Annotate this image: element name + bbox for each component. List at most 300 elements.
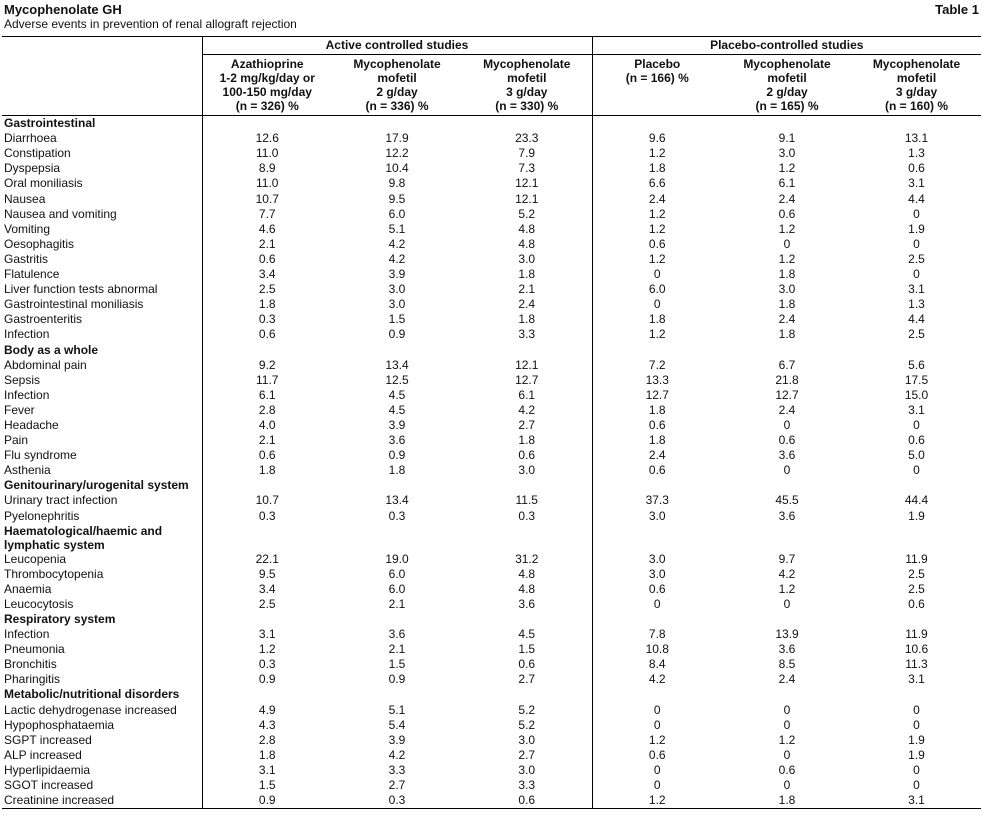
row-label: Diarrhoea	[4, 131, 57, 146]
value-cell: 2.1	[388, 642, 406, 657]
value-cell: 2.4	[778, 672, 796, 687]
table-row	[2, 358, 981, 373]
table-row	[2, 312, 981, 327]
column-header-line: (n = 330) %	[495, 99, 559, 114]
value-cell: 9.6	[592, 131, 722, 146]
value-cell: 4.0	[202, 418, 332, 433]
table-row	[2, 778, 981, 793]
value-cell: 0.6	[592, 463, 722, 478]
value-cell: 0	[913, 717, 920, 732]
value-cell: 4.2	[388, 251, 406, 266]
value-cell: 3.6	[388, 433, 406, 448]
value-cell: 1.2	[592, 222, 722, 237]
section-spacer-cell	[852, 687, 981, 702]
row-label: Leucopenia	[4, 551, 67, 566]
column-header-line: 3 g/day	[895, 85, 938, 100]
value-cell: 2.1	[202, 433, 332, 448]
value-cell: 0	[913, 762, 920, 777]
row-label: ALP increased	[4, 747, 82, 762]
row-label: SGOT increased	[4, 778, 94, 793]
column-header-line: 2 g/day	[766, 85, 808, 100]
section-spacer-cell	[332, 116, 462, 132]
value-cell: 1.8	[518, 433, 536, 448]
value-cell: 0.6	[202, 448, 332, 463]
value-cell: 0	[592, 703, 722, 718]
value-cell: 0.6	[592, 418, 722, 433]
value-cell: 5.2	[518, 702, 536, 717]
value-cell: 1.8	[592, 403, 722, 418]
section-spacer-cell	[332, 478, 462, 493]
value-cell: 3.6	[778, 448, 796, 463]
value-cell: 13.3	[592, 373, 722, 388]
value-cell: 2.4	[778, 191, 796, 206]
value-cell: 1.2	[592, 793, 722, 809]
value-cell: 0	[592, 778, 722, 793]
value-cell: 9.5	[388, 191, 406, 206]
section-spacer-cell	[722, 478, 852, 493]
value-cell: 3.0	[518, 463, 536, 478]
value-cell: 4.2	[778, 566, 796, 581]
value-cell: 10.4	[385, 161, 409, 176]
section-heading: Respiratory system	[4, 612, 116, 626]
value-cell: 6.7	[778, 357, 796, 372]
value-cell: 0.9	[388, 327, 406, 342]
column-header-line: (n = 165) %	[755, 99, 819, 114]
value-cell: 2.5	[202, 282, 332, 297]
document-title: Mycophenolate GH	[4, 2, 122, 17]
table-row	[2, 448, 981, 463]
value-cell: 1.9	[908, 747, 925, 762]
row-label: Nausea	[4, 191, 46, 206]
value-cell: 7.7	[202, 207, 332, 222]
section-spacer-cell	[202, 116, 332, 132]
value-cell: 4.6	[202, 222, 332, 237]
value-cell: 4.5	[518, 627, 536, 642]
value-cell: 0	[783, 747, 791, 762]
value-cell: 3.6	[778, 508, 796, 523]
value-cell: 12.1	[515, 176, 539, 191]
section-spacer-cell	[202, 612, 332, 627]
value-cell: 2.4	[592, 192, 722, 207]
value-cell: 0.3	[202, 509, 332, 524]
column-header-line: Azathioprine	[230, 57, 304, 72]
value-cell: 4.2	[518, 402, 536, 417]
value-cell: 1.8	[722, 793, 852, 809]
section-spacer-cell	[592, 478, 722, 493]
value-cell: 13.4	[385, 493, 409, 508]
value-cell: 2.1	[202, 237, 332, 252]
empty-corner-cell	[2, 37, 202, 55]
value-cell: 10.6	[904, 642, 929, 657]
value-cell: 2.4	[518, 297, 536, 312]
column-header-line: Placebo	[634, 57, 681, 72]
value-cell: 11.0	[202, 176, 332, 191]
column-header	[592, 55, 722, 116]
column-header-line: mofetil	[767, 71, 807, 86]
value-cell: 2.5	[202, 597, 332, 612]
row-label: Flu syndrome	[4, 448, 77, 463]
table-row	[2, 567, 981, 582]
row-label: Constipation	[4, 146, 71, 161]
value-cell: 3.3	[518, 327, 536, 342]
value-cell: 1.5	[518, 642, 536, 657]
row-label: Hyperlipidaemia	[4, 762, 91, 777]
value-cell: 3.1	[908, 402, 925, 417]
value-cell: 12.2	[385, 146, 409, 161]
value-cell: 4.2	[388, 747, 406, 762]
value-cell: 11.0	[202, 146, 332, 161]
section-spacer-cell	[722, 687, 852, 702]
column-header-line: (n = 336) %	[365, 99, 429, 114]
value-cell: 2.7	[388, 778, 406, 793]
table-row	[2, 793, 981, 809]
value-cell: 0.6	[778, 206, 796, 221]
value-cell: 0	[592, 597, 722, 612]
value-cell: 1.5	[388, 657, 406, 672]
column-header-line: 100-150 mg/day	[222, 85, 312, 100]
value-cell: 1.2	[592, 252, 722, 267]
section-spacer-cell	[202, 478, 332, 493]
value-cell: 5.2	[518, 717, 536, 732]
table-row	[2, 657, 981, 672]
value-cell: 7.9	[518, 146, 536, 161]
row-label: Headache	[4, 417, 59, 432]
column-header-line: (n = 326) %	[235, 99, 299, 114]
table-row	[2, 176, 981, 191]
table-row	[2, 763, 981, 778]
value-cell: 0.3	[518, 508, 536, 523]
section-row	[2, 612, 981, 627]
value-cell: 6.0	[388, 581, 406, 596]
value-cell: 1.9	[908, 508, 925, 523]
value-cell: 2.1	[518, 282, 536, 297]
table-row	[2, 718, 981, 733]
value-cell: 0	[592, 297, 722, 312]
section-heading: Genitourinary/urogenital system	[4, 478, 189, 493]
value-cell: 1.8	[202, 463, 332, 478]
row-label: Thrombocytopenia	[4, 566, 104, 581]
value-cell: 8.4	[592, 657, 722, 672]
value-cell: 3.0	[518, 762, 536, 777]
value-cell: 0.6	[518, 657, 536, 672]
empty-label-header	[2, 55, 202, 116]
table-row	[2, 237, 981, 252]
value-cell: 12.1	[515, 191, 539, 206]
section-spacer-cell	[462, 612, 592, 627]
table-row	[2, 403, 981, 418]
value-cell: 0.6	[202, 252, 332, 267]
value-cell: 3.1	[202, 763, 332, 778]
column-header-line: (n = 166) %	[625, 71, 689, 86]
row-label: Fever	[4, 402, 35, 417]
section-spacer-cell	[202, 687, 332, 702]
table-number-label: Table 1	[935, 2, 979, 17]
value-cell: 3.0	[592, 567, 722, 582]
value-cell: 21.8	[775, 372, 799, 387]
value-cell: 1.5	[202, 778, 332, 793]
row-label: Anaemia	[4, 581, 52, 596]
value-cell: 1.8	[778, 267, 796, 282]
value-cell: 1.8	[202, 748, 332, 763]
value-cell: 1.2	[778, 161, 796, 176]
row-label: Gastritis	[4, 251, 49, 266]
value-cell: 1.8	[518, 312, 536, 327]
row-label: SGPT increased	[4, 732, 92, 747]
column-header-line: mofetil	[377, 71, 417, 86]
value-cell: 3.0	[518, 732, 536, 747]
value-cell: 2.4	[778, 402, 796, 417]
column-header-line: mofetil	[507, 71, 547, 86]
value-cell: 4.4	[908, 191, 925, 206]
table-row	[2, 192, 981, 207]
value-cell: 1.2	[592, 327, 722, 342]
value-cell: 0	[592, 267, 722, 282]
section-spacer-cell	[852, 343, 981, 358]
table-row	[2, 252, 981, 267]
value-cell: 0.3	[332, 793, 462, 809]
value-cell: 0.6	[592, 582, 722, 597]
value-cell: 0	[913, 236, 920, 251]
row-label: Oesophagitis	[4, 236, 75, 251]
value-cell: 3.9	[388, 267, 406, 282]
value-cell: 6.6	[592, 176, 722, 191]
value-cell: 8.5	[778, 657, 796, 672]
value-cell: 4.2	[592, 672, 722, 687]
column-header-line: mofetil	[896, 71, 937, 86]
row-label: Creatinine increased	[2, 793, 202, 809]
value-cell: 9.8	[388, 176, 406, 191]
row-label: Pneumonia	[4, 642, 65, 657]
value-cell: 4.5	[388, 402, 406, 417]
value-cell: 3.3	[518, 778, 536, 793]
value-cell: 3.1	[908, 282, 925, 297]
value-cell: 12.7	[515, 372, 539, 387]
column-header	[462, 55, 592, 116]
value-cell: 3.6	[518, 596, 536, 611]
value-cell: 10.8	[592, 642, 722, 657]
section-spacer-cell	[722, 612, 852, 627]
value-cell: 0	[592, 718, 722, 733]
table-row	[2, 748, 981, 763]
value-cell: 1.9	[908, 732, 925, 747]
column-header	[332, 55, 462, 116]
value-cell: 3.0	[778, 282, 796, 297]
value-cell: 19.0	[385, 551, 409, 566]
value-cell: 0.6	[778, 433, 796, 448]
row-label: Pharingitis	[4, 672, 61, 687]
value-cell: 1.3	[908, 297, 925, 312]
value-cell: 1.8	[592, 161, 722, 176]
value-cell: 1.3	[908, 146, 925, 161]
section-spacer-cell	[332, 343, 462, 358]
value-cell: 6.1	[202, 388, 332, 403]
value-cell: 0	[783, 463, 791, 478]
value-cell: 22.1	[202, 552, 332, 567]
value-cell: 5.1	[388, 702, 406, 717]
group-header-row	[2, 37, 981, 55]
table-row	[2, 463, 981, 478]
value-cell: 6.1	[778, 176, 796, 191]
value-cell: 0	[913, 463, 920, 478]
value-cell: 1.8	[592, 433, 722, 448]
row-label: Sepsis	[4, 372, 41, 387]
value-cell: 0.3	[388, 508, 406, 523]
value-cell: 23.3	[515, 131, 539, 146]
table-body	[2, 116, 981, 809]
section-heading: Metabolic/nutritional disorders	[4, 687, 180, 702]
value-cell: 2.7	[518, 672, 536, 687]
section-spacer-cell	[592, 687, 722, 702]
section-spacer-cell	[852, 478, 981, 493]
row-label: Vomiting	[4, 221, 51, 236]
section-spacer-cell	[852, 612, 981, 627]
value-cell: 1.8	[778, 327, 796, 342]
table-row	[2, 207, 981, 222]
value-cell: 1.8	[518, 267, 536, 282]
value-cell: 1.8	[202, 297, 332, 312]
value-cell: 5.2	[518, 206, 536, 221]
value-cell: 13.9	[775, 627, 799, 642]
value-cell: 1.2	[778, 732, 796, 747]
value-cell: 0	[913, 206, 920, 221]
column-header	[722, 55, 852, 116]
value-cell: 11.5	[515, 493, 538, 508]
table-row	[2, 388, 981, 403]
column-header-line: Mycophenolate	[353, 57, 441, 72]
value-cell: 0.3	[202, 312, 332, 327]
value-cell: 3.4	[202, 582, 332, 597]
value-cell: 2.4	[778, 312, 796, 327]
value-cell: 3.4	[202, 267, 332, 282]
column-header	[852, 55, 981, 116]
value-cell: 9.2	[202, 358, 332, 373]
value-cell: 0	[783, 596, 791, 611]
value-cell: 10.7	[202, 192, 332, 207]
section-spacer-cell	[722, 116, 852, 132]
table-row	[2, 672, 981, 687]
value-cell: 0	[913, 702, 920, 717]
value-cell: 4.3	[202, 718, 332, 733]
value-cell: 0.9	[202, 672, 332, 687]
table-row	[2, 552, 981, 567]
value-cell: 5.6	[908, 357, 925, 372]
value-cell: 0	[783, 717, 791, 732]
section-heading: Gastrointestinal	[4, 116, 96, 131]
section-spacer-cell	[462, 343, 592, 358]
section-spacer-cell	[722, 524, 852, 552]
value-cell: 1.2	[592, 207, 722, 222]
row-label: Liver function tests abnormal	[4, 282, 158, 297]
column-header-line: (n = 160) %	[884, 99, 949, 114]
table-row	[2, 327, 981, 342]
row-label: Infection	[4, 327, 50, 342]
section-spacer-cell	[332, 687, 462, 702]
row-label: Gastrointestinal moniliasis	[4, 297, 144, 312]
table-row	[2, 161, 981, 176]
value-cell: 0.9	[202, 793, 332, 809]
section-row	[2, 478, 981, 493]
value-cell: 1.5	[388, 312, 406, 327]
value-cell: 4.8	[518, 581, 536, 596]
value-cell: 1.9	[908, 221, 925, 236]
value-cell: 2.5	[908, 566, 925, 581]
row-label: Pyelonephritis	[4, 508, 80, 523]
value-cell: 0.6	[592, 237, 722, 252]
row-label: Nausea and vomiting	[4, 206, 117, 221]
section-spacer-cell	[202, 343, 332, 358]
value-cell: 4.8	[518, 566, 536, 581]
table-row	[2, 267, 981, 282]
value-cell: 2.5	[908, 581, 925, 596]
value-cell: 2.4	[592, 448, 722, 463]
section-row	[2, 524, 981, 552]
value-cell: 0.6	[462, 793, 592, 809]
section-spacer-cell	[852, 524, 981, 552]
table-row	[2, 282, 981, 297]
value-cell: 0.6	[518, 448, 536, 463]
section-spacer-cell	[592, 116, 722, 132]
column-header-line: 3 g/day	[506, 85, 548, 100]
value-cell: 0.6	[908, 433, 925, 448]
table-row	[2, 733, 981, 748]
row-label: Hypophosphataemia	[4, 717, 115, 732]
value-cell: 4.4	[908, 312, 925, 327]
column-header-line: Mycophenolate	[743, 57, 831, 72]
table-row	[2, 222, 981, 237]
value-cell: 0.6	[202, 327, 332, 342]
value-cell: 31.2	[515, 551, 539, 566]
value-cell: 3.9	[388, 732, 406, 747]
value-cell: 3.0	[388, 282, 406, 297]
value-cell: 0.6	[778, 762, 796, 777]
value-cell: 5.4	[388, 717, 406, 732]
value-cell: 13.4	[385, 357, 409, 372]
value-cell: 4.8	[518, 236, 536, 251]
column-header-row	[2, 55, 981, 116]
value-cell: 12.7	[592, 388, 722, 403]
section-spacer-cell	[592, 524, 722, 552]
table-row	[2, 582, 981, 597]
section-spacer-cell	[462, 478, 592, 493]
value-cell: 4.5	[388, 387, 406, 402]
value-cell: 12.7	[775, 387, 799, 402]
value-cell: 3.1	[908, 176, 925, 191]
table-row	[2, 418, 981, 433]
value-cell: 4.8	[518, 221, 536, 236]
value-cell: 2.7	[518, 417, 536, 432]
adverse-events-table	[2, 36, 981, 809]
value-cell: 0.6	[908, 596, 925, 611]
row-label: Flatulence	[4, 267, 60, 282]
table-row	[2, 433, 981, 448]
column-header-line: Mycophenolate	[872, 57, 961, 72]
row-label: Gastroenteritis	[4, 312, 83, 327]
value-cell: 3.0	[592, 552, 722, 567]
value-cell: 2.5	[908, 327, 925, 342]
value-cell: 2.5	[908, 251, 925, 266]
value-cell: 7.8	[592, 627, 722, 642]
value-cell: 8.9	[202, 161, 332, 176]
value-cell: 2.8	[202, 403, 332, 418]
value-cell: 3.9	[388, 417, 406, 432]
section-spacer-cell	[202, 524, 332, 552]
value-cell: 0	[783, 417, 791, 432]
section-spacer-cell	[332, 524, 462, 552]
row-label: Urinary tract infection	[4, 493, 118, 508]
group-active-controlled: Active controlled studies	[202, 37, 592, 55]
value-cell: 0	[783, 778, 791, 793]
value-cell: 12.5	[385, 372, 409, 387]
